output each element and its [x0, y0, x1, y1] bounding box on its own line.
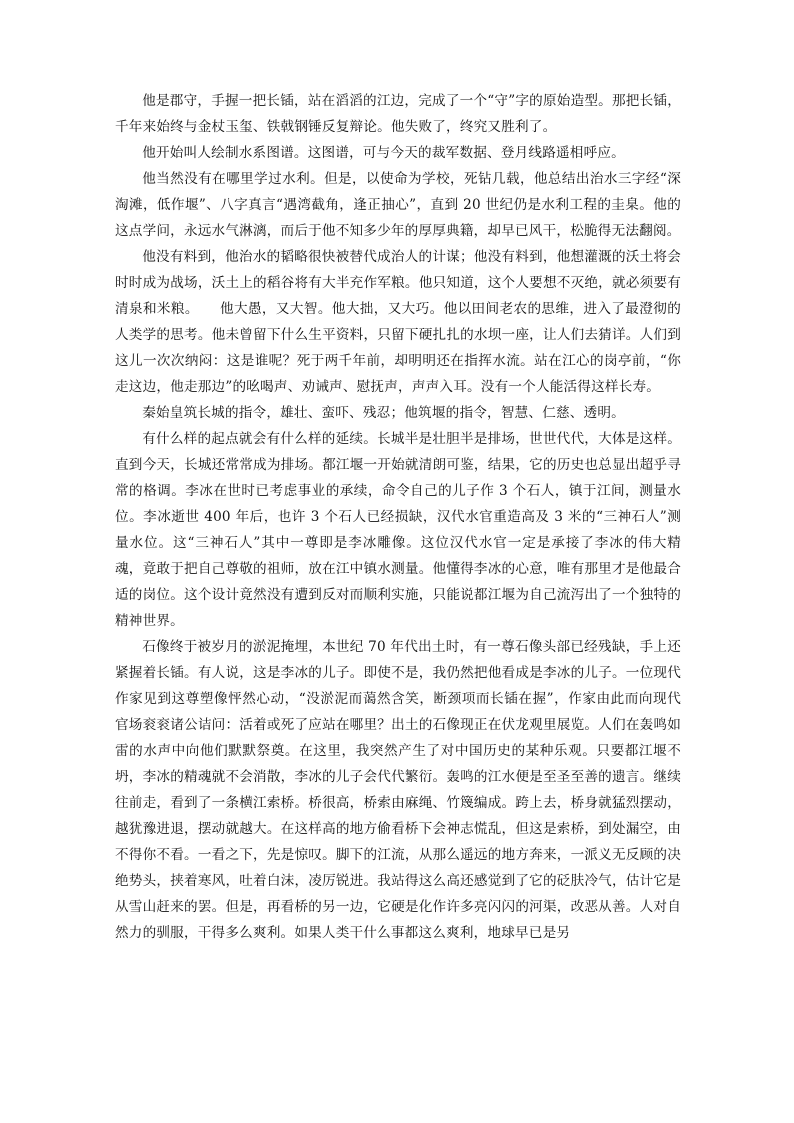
paragraph-4: 他没有料到，他治水的韬略很快被替代成治人的计谋；他没有料到，他想灌溉的沃土将会时时成为战场，沃土上的稻谷将有大半充作军粮。他只知道，这个人要想不灭绝，就必须要有清泉和米粮。 他大愚，又大智。他大拙，又大巧。他以田间老农的思维，进入了最澄彻的人类学的思考。他未曾留下什么生平资料，只留下硬扎扎的水坝一座，让人们去猜详。人们到这儿一次次纳闷：这是谁呢？死于两千年前，却明明还在指挥水流。站在江心的岗亭前，“你走这边，他走那边”的吆喝声、劝诫声、慰抚声，声声入耳。没有一个人能活得这样长寿。 — [115, 249, 681, 395]
paragraph-1: 他是郡守，手握一把长锸，站在滔滔的江边，完成了一个“守”字的原始造型。那把长锸，千年来始终与金杖玉玺、铁戟钢锤反复辩论。他失败了，终究又胜利了。 — [115, 93, 681, 135]
paragraph-2: 他开始叫人绘制水系图谱。这图谱，可与今天的裁军数据、登月线路遥相呼应。 — [142, 145, 625, 161]
paragraph-7: 石像终于被岁月的淤泥掩埋，本世纪 70 年代出土时，有一尊石像头部已经残缺，手上还紧握着长锸。有人说，这是李冰的儿子。即使不是，我仍然把他看成是李冰的儿子。一位现代作家见到这尊塑像怦然心动，“没淤泥而蔼然含笑，断颈项而长锸在握”，作家由此而向现代官场衮衮诸公诘问：活着或死了应站在哪里？出土的石像现正在伏龙观里展览。人们在轰鸣如雷的水声中向他们默默祭奠。在这里，我突然产生了对中国历史的某种乐观。只要都江堰不坍，李冰的精魂就不会消散，李冰的儿子会代代繁衍。轰鸣的江水便是至圣至善的遗言。继续往前走，看到了一条横江索桥。桥很高，桥索由麻绳、竹篾编成。跨上去，桥身就猛烈摆动，越犹豫进退，摆动就越大。在这样高的地方偷看桥下会神志慌乱，但这是索桥，到处漏空，由不得你不看。一看之下，先是惊叹。脚下的江流，从那么遥远的地方奔来，一派义无反顾的决绝势头，挟着寒风，吐着白沫，凌厉锐进。我站得这么高还感觉到了它的砭肤冷气，估计它是从雪山赶来的罢。但是，再看桥的另一边，它硬是化作许多亮闪闪的河渠，改恶从善。人对自然力的驯服，干得多么爽利。如果人类干什么事都这么爽利，地球早已是另 — [115, 639, 681, 941]
paragraph-6: 有什么样的起点就会有什么样的延续。长城半是壮胆半是排场，世世代代，大体是这样。直到今天，长城还常常成为排场。都江堰一开始就清朗可鉴，结果，它的历史也总显出超乎寻常的格调。李冰在世时已考虑事业的承续，命令自己的儿子作 3 个石人，镇于江间，测量水位。李冰逝世 400 年后，也许 3 个石人已经损缺，汉代水官重造高及 3 米的“三神石人”测量水位。这“三神石人”其中一尊即是李冰雕像。这位汉代水官一定是承接了李冰的伟大精魂，竟敢于把自己尊敬的祖师，放在江中镇水测量。他懂得李冰的心意，唯有那里才是他最合适的岗位。这个设计竟然没有遭到反对而顺利实施，只能说都江堰为自己流泻出了一个独特的精神世界。 — [115, 431, 681, 629]
paragraph-3: 他当然没有在哪里学过水利。但是，以使命为学校，死钻几载，他总结出治水三字经“深淘滩，低作堰”、八字真言“遇湾截角，逢正抽心”，直到 20 世纪仍是水利工程的圭臬。他的这点学问，永远水气淋漓，而后于他不知多少年的厚厚典籍，却早已风干，松脆得无法翻阅。 — [115, 171, 681, 239]
document-body — [115, 88, 681, 946]
paragraph-5: 秦始皇筑长城的指令，雄壮、蛮吓、残忍；他筑堰的指令，智慧、仁慈、透明。 — [142, 405, 625, 421]
